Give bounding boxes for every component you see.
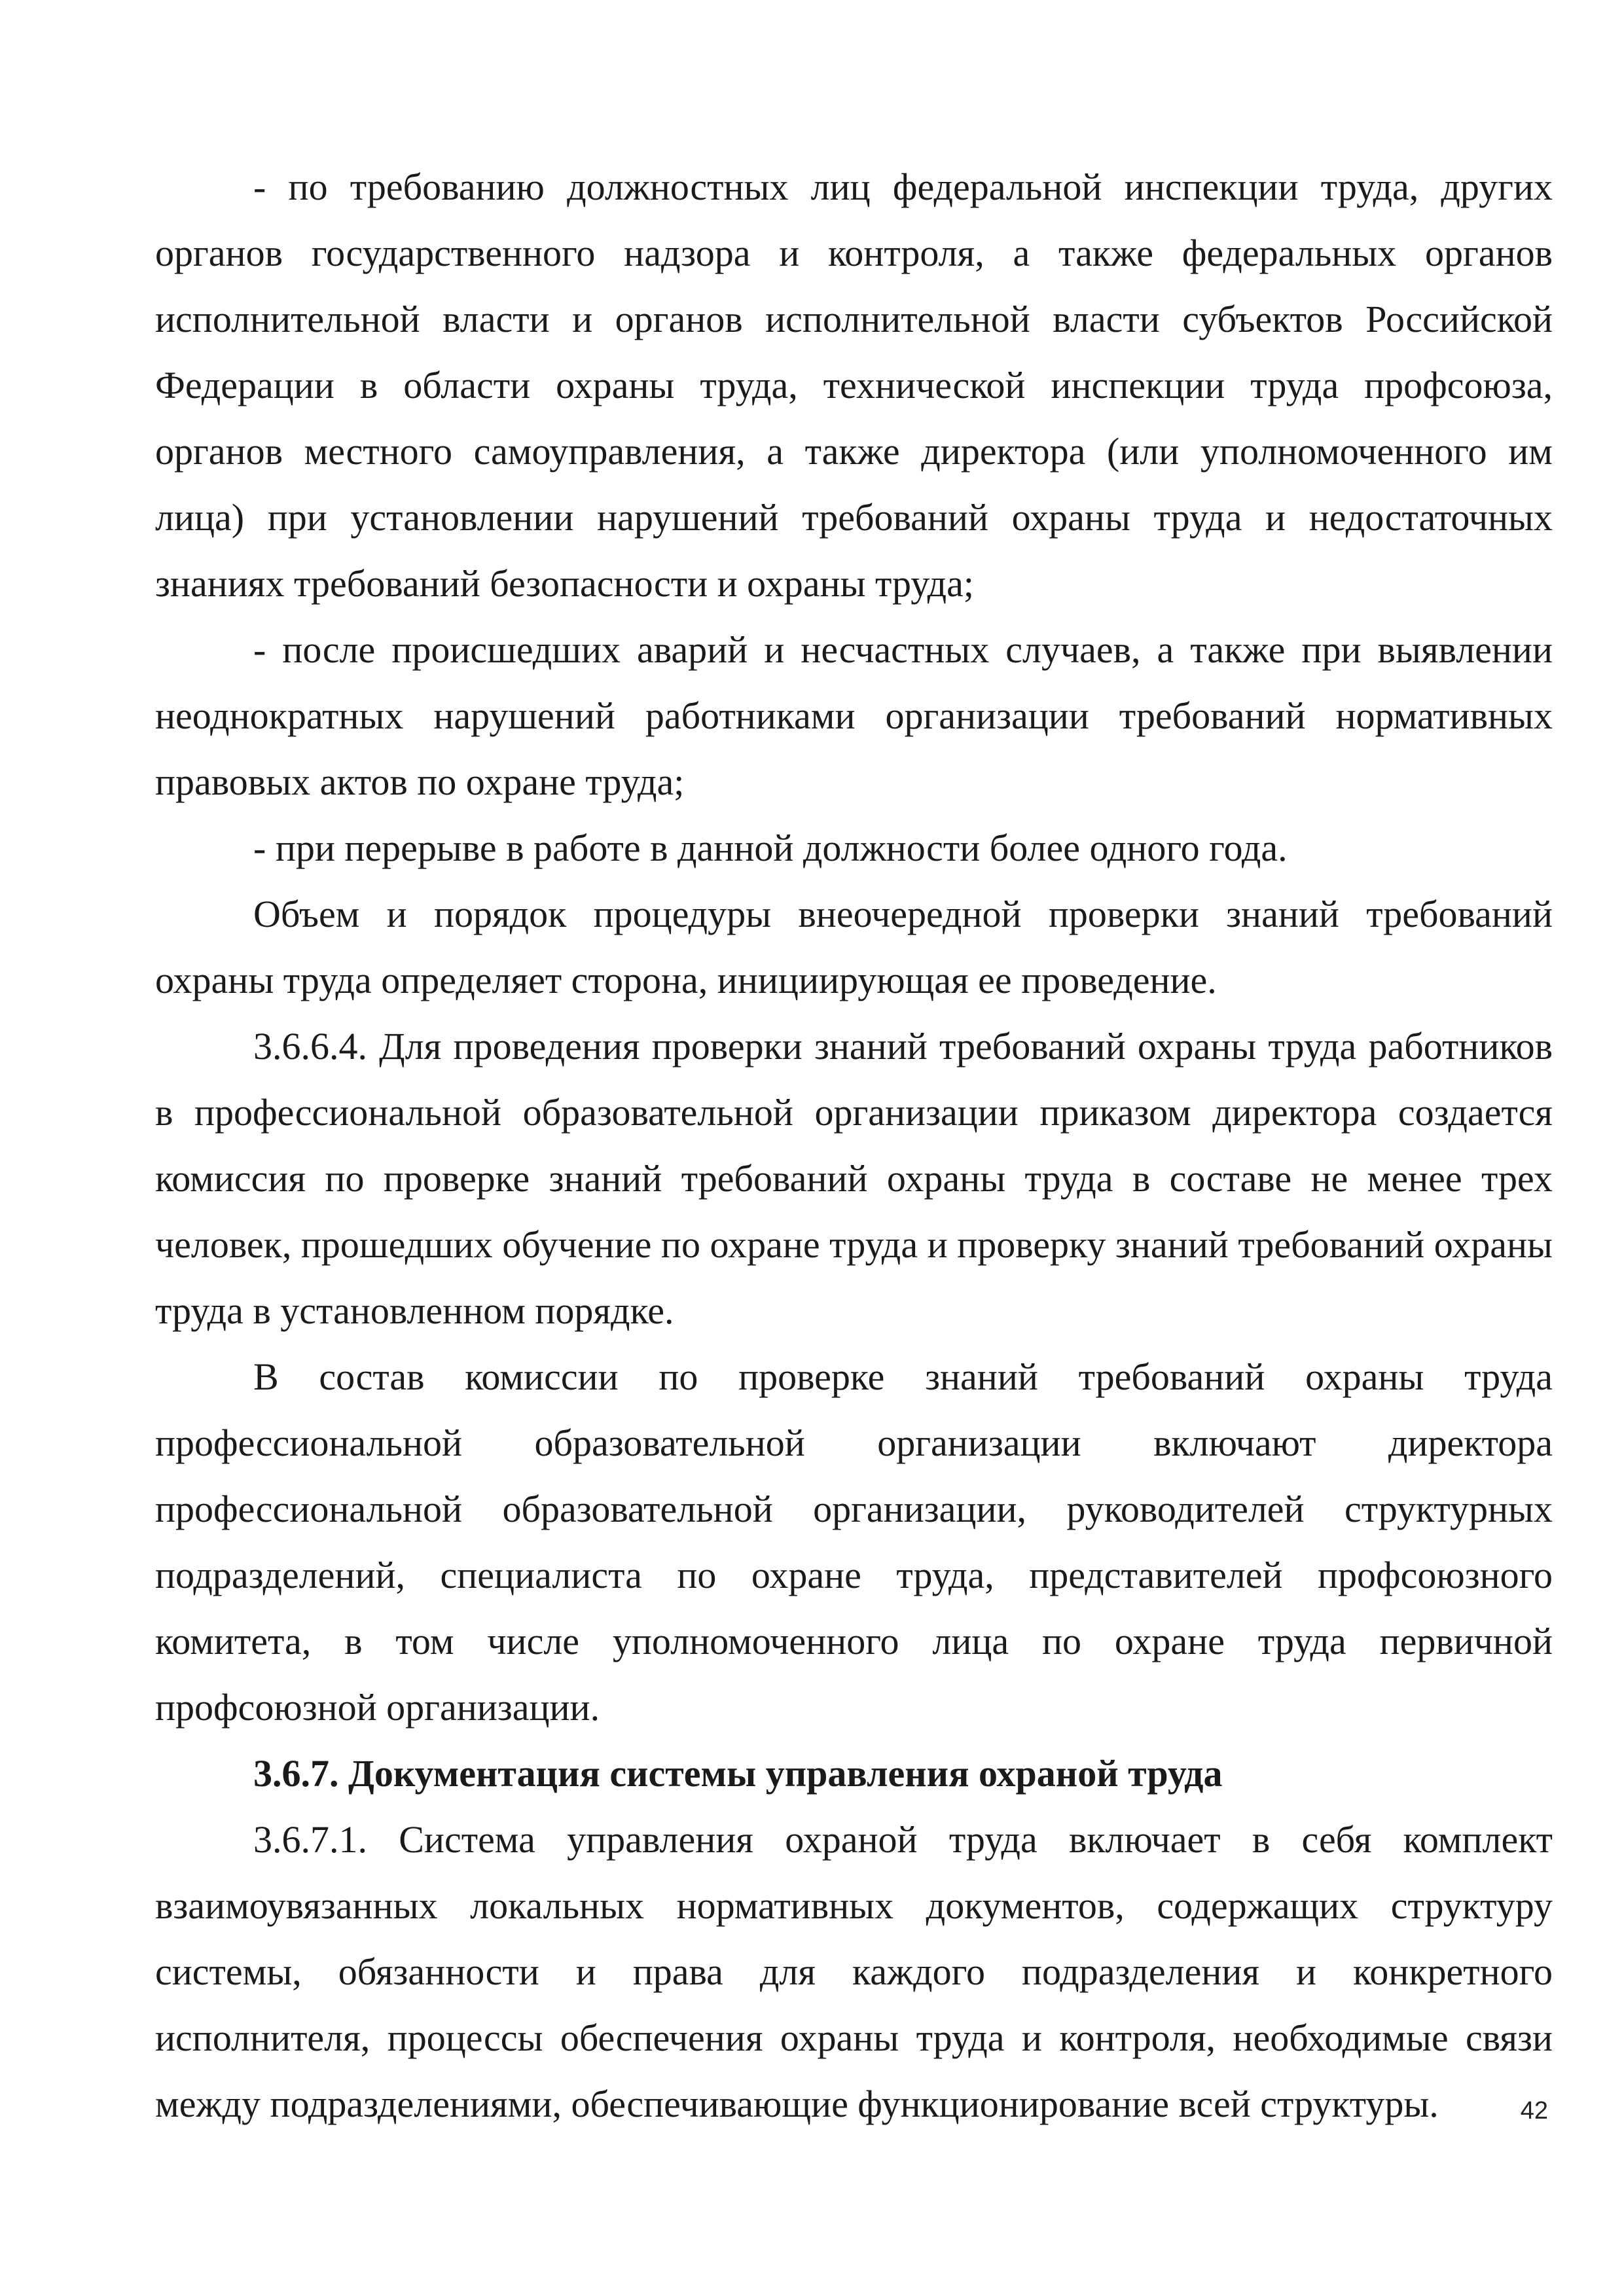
paragraph-work-break: - при перерыве в работе в данной должности более одного года.: [253, 827, 1288, 869]
paragraph-commission-creation: 3.6.6.4. Для проведения проверки знаний требований охраны труда работников в профессиональной образовательной организации приказом директора создается комиссия по проверке знаний требований охраны труда в составе не менее трех человек, прошедших обучение по охране труда и проверку знаний требований охраны труда в установленном порядке.: [155, 1025, 1553, 1332]
paragraph-after-accidents: - после происшедших аварий и несчастных случаев, а также при выявлении неоднократных нарушений работниками организации требований нормативных правовых актов по охране труда;: [155, 628, 1553, 803]
page-number: 42: [1520, 2097, 1548, 2125]
document-page: [155, 154, 1553, 2137]
paragraph-system-documentation: 3.6.7.1. Система управления охраной труда включает в себя комплект взаимоувязанных локальных нормативных документов, содержащих структуру системы, обязанности и права для каждого подразделения и конкретного исполнителя, процессы обеспечения охраны труда и контроля, необходимые связи между подразделениями, обеспечивающие функционирование всей структуры.: [155, 1818, 1553, 2125]
paragraph-commission-members: В состав комиссии по проверке знаний требований охраны труда профессиональной образовательной организации включают директора профессиональной образовательной организации, руководителей структурных подразделений, специалиста по охране труда, представителей профсоюзного комитета, в том числе уполномоченного лица по охране труда первичной профсоюзной организации.: [155, 1355, 1553, 1729]
paragraph-inspection-request: - по требованию должностных лиц федеральной инспекции труда, других органов государственного надзора и контроля, а также федеральных органов исполнительной власти и органов исполнительной власти субъектов Российской Федерации в области охраны труда, технической инспекции труда профсоюза, органов местного самоуправления, а также директора (или уполномоченного им лица) при установлении нарушений требований охраны труда и недостаточных знаниях требований безопасности и охраны труда;: [155, 166, 1553, 605]
section-heading: 3.6.7. Документация системы управления охраной труда: [253, 1752, 1223, 1795]
paragraph-check-scope: Объем и порядок процедуры внеочередной проверки знаний требований охраны труда определяет сторона, инициирующая ее проведение.: [155, 893, 1553, 1001]
